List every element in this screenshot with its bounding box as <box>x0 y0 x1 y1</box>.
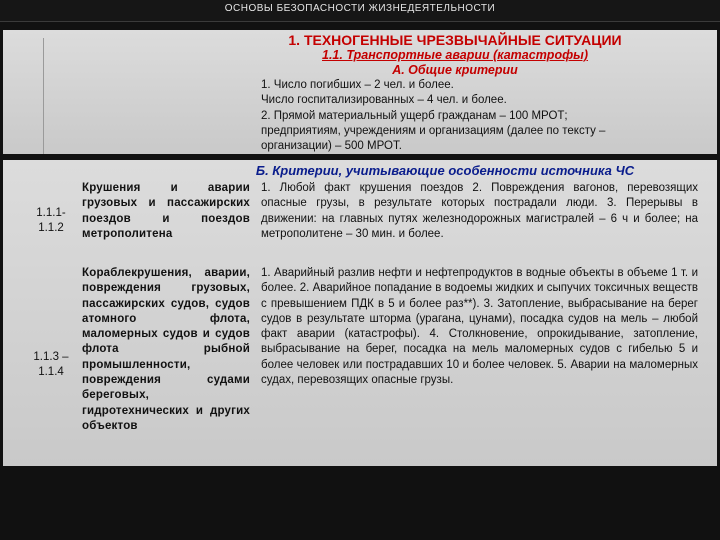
criteria-a-line: предприятиям, учреждениям и организациям (далее по тексту – <box>261 124 606 137</box>
row-code-line: 1.1.3 – <box>33 351 69 363</box>
row-code-line: 1.1.2 <box>38 222 64 235</box>
row-code <box>25 206 77 237</box>
general-criteria-panel <box>3 30 717 154</box>
course-title: ОСНОВЫ БЕЗОПАСНОСТИ ЖИЗНЕДЕЯТЕЛЬНОСТИ <box>224 3 496 14</box>
row-criteria: 1. Любой факт крушения поездов 2. Повреждения вагонов, перевозящих опасные грузы, в результате которых пострадали люди. 3. Перерывы в движении: на главных путях железнодорожных магистралей – 6 ч и более; на метрополитене – 30 мин. и более. <box>261 182 698 240</box>
row-event-name: Кораблекрушения, аварии, повреждения грузовых, пассажирских судов, судов атомного флота, маломерных судов и судов флота рыбной промышленности, повреждения судами береговых, гидротехнических и других объектов <box>82 267 250 432</box>
criteria-a-heading: А. Общие критерии <box>392 63 518 77</box>
row-code-line: 1.1.1- <box>36 207 66 219</box>
left-code-cell-empty <box>3 38 44 154</box>
top-divider <box>0 21 720 22</box>
criteria-a-text <box>261 78 701 154</box>
specific-criteria-panel <box>3 160 717 466</box>
section-subtitle: 1.1. Транспортные аварии (катастрофы) <box>322 48 588 62</box>
section-title: 1. ТЕХНОГЕННЫЕ ЧРЕЗВЫЧАЙНЫЕ СИТУАЦИИ <box>288 32 622 48</box>
criteria-a-line: Число госпитализированных – 4 чел. и более. <box>261 94 507 107</box>
row-criteria: 1. Аварийный разлив нефти и нефтепродуктов в водные объекты в объеме 1 т. и более. 2. Аварийное попадание в водоемы жидких и сыпучих токсичных веществ с превышением ПДК в 5 и более раз**). 3. Затопление, выбрасывание на берег судов в результате шторма (урагана, цунами), посадка судов на мель – любой факт аварии (катастрофы). 4. Столкновение, опрокидывание, затопление, выбрасывание на берег, посадка на мель маломерных судов с гибелью 5 и более человек или пострадавших 10 и более человек. 5. Аварии на маломерных судах, перевозящих опасные грузы. <box>261 267 698 387</box>
criteria-a-line: 1. Число погибших – 2 чел. и более. <box>261 79 454 91</box>
criteria-b-heading: Б. Критерии, учитывающие особенности источника ЧС <box>255 163 635 178</box>
criteria-a-line: организации) – 500 МРОТ. <box>261 140 402 153</box>
top-bar <box>0 0 720 22</box>
row-code <box>25 350 77 381</box>
row-event-name: Крушения и аварии грузовых и пассажирских поездов и поездов метрополитена <box>82 182 250 240</box>
row-code-line: 1.1.4 <box>38 366 64 379</box>
criteria-a-line: 2. Прямой материальный ущерб гражданам – 100 МРОТ; <box>261 109 568 122</box>
